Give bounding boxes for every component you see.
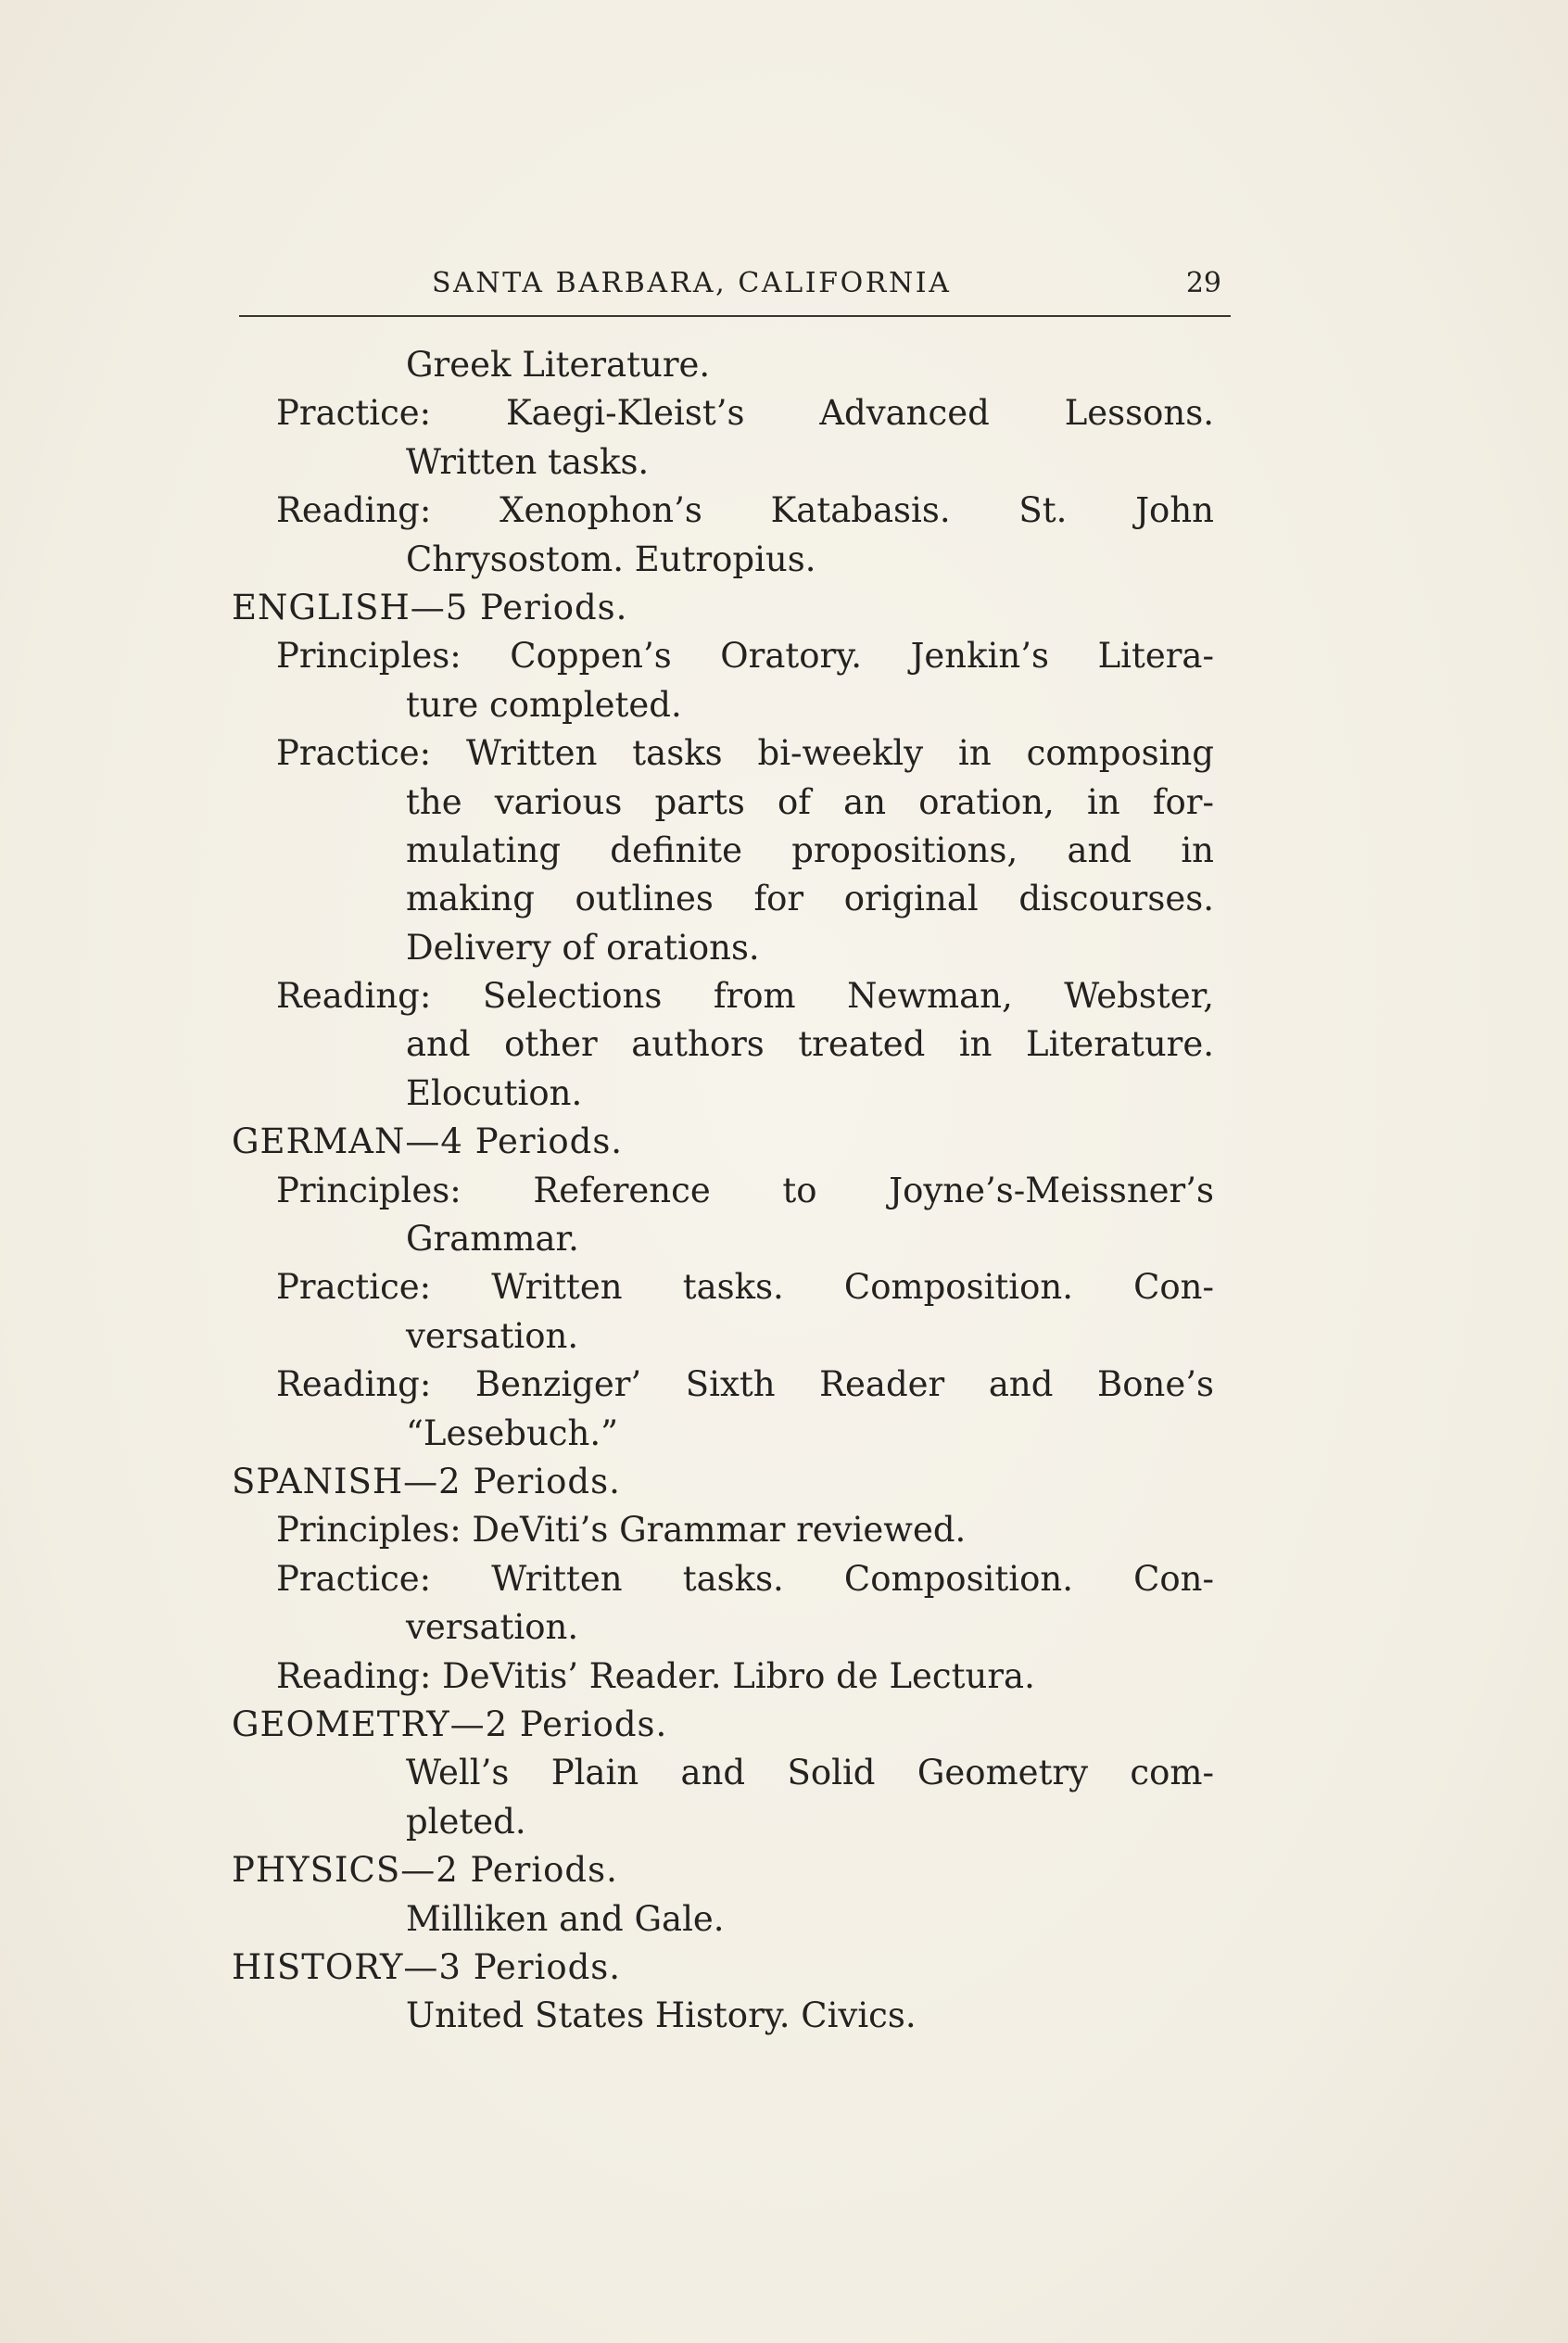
text-line: Written tasks.	[406, 441, 650, 482]
text-line: versation.	[406, 1315, 579, 1356]
subject-heading: HISTORY—3 Periods.	[232, 1946, 622, 1987]
text-line: and other authors treated in Literature.	[406, 1024, 1214, 1065]
subject-heading: ENGLISH—5 Periods.	[232, 587, 628, 627]
text-line: “Lesebuch.”	[406, 1412, 619, 1453]
text-line: making outlines for original discourses.	[406, 879, 1214, 919]
text-line: Elocution.	[406, 1072, 583, 1113]
text-line: Well’s Plain and Solid Geometry com-	[406, 1753, 1214, 1793]
subject-heading: SPANISH—2 Periods.	[232, 1461, 621, 1501]
text-line: ture completed.	[406, 684, 682, 725]
text-line: the various parts of an oration, in for-	[406, 781, 1214, 822]
text-line: United States History. Civics.	[406, 1995, 917, 2036]
text-line: pleted.	[406, 1801, 526, 1842]
text-line: Grammar.	[406, 1219, 579, 1260]
page-number: 29	[1185, 267, 1221, 299]
text-line: Milliken and Gale.	[406, 1898, 725, 1939]
text-line: versation.	[406, 1607, 579, 1648]
subject-heading: PHYSICS—2 Periods.	[232, 1850, 618, 1891]
text-line: Reading: Selections from Newman, Webster,	[276, 976, 1214, 1017]
text-line: Greek Literature.	[406, 345, 711, 385]
text-line: Reading: Benziger’ Sixth Reader and Bone’s	[276, 1364, 1214, 1405]
subject-heading: GEOMETRY—2 Periods.	[232, 1703, 668, 1744]
text-line: Delivery of orations.	[406, 927, 760, 968]
text-line: Principles: Reference to Joyne’s-Meissner’s	[276, 1170, 1214, 1210]
text-line: Reading: DeVitis’ Reader. Libro de Lectura.	[276, 1655, 1035, 1696]
running-head: SANTA BARBARA, CALIFORNIA	[432, 267, 952, 299]
text-line: Practice: Kaegi-Kleist’s Advanced Lessons.	[276, 393, 1214, 434]
text-line: Practice: Written tasks bi-weekly in composing	[276, 733, 1214, 774]
text-line: Reading: Xenophon’s Katabasis. St. John	[276, 490, 1214, 531]
header-rule	[239, 315, 1231, 317]
text-line: Practice: Written tasks. Composition. Con-	[276, 1267, 1214, 1308]
text-line: Practice: Written tasks. Composition. Con-	[276, 1558, 1214, 1599]
subject-heading: GERMAN—4 Periods.	[232, 1121, 624, 1162]
text-line: Chrysostom. Eutropius.	[406, 538, 816, 579]
text-line: Principles: Coppen’s Oratory. Jenkin’s Litera-	[276, 636, 1214, 677]
page-header	[239, 267, 1231, 313]
text-line: Principles: DeViti’s Grammar reviewed.	[276, 1510, 967, 1551]
page-body-text	[232, 341, 1214, 2041]
text-line: mulating definite propositions, and in	[406, 830, 1214, 870]
